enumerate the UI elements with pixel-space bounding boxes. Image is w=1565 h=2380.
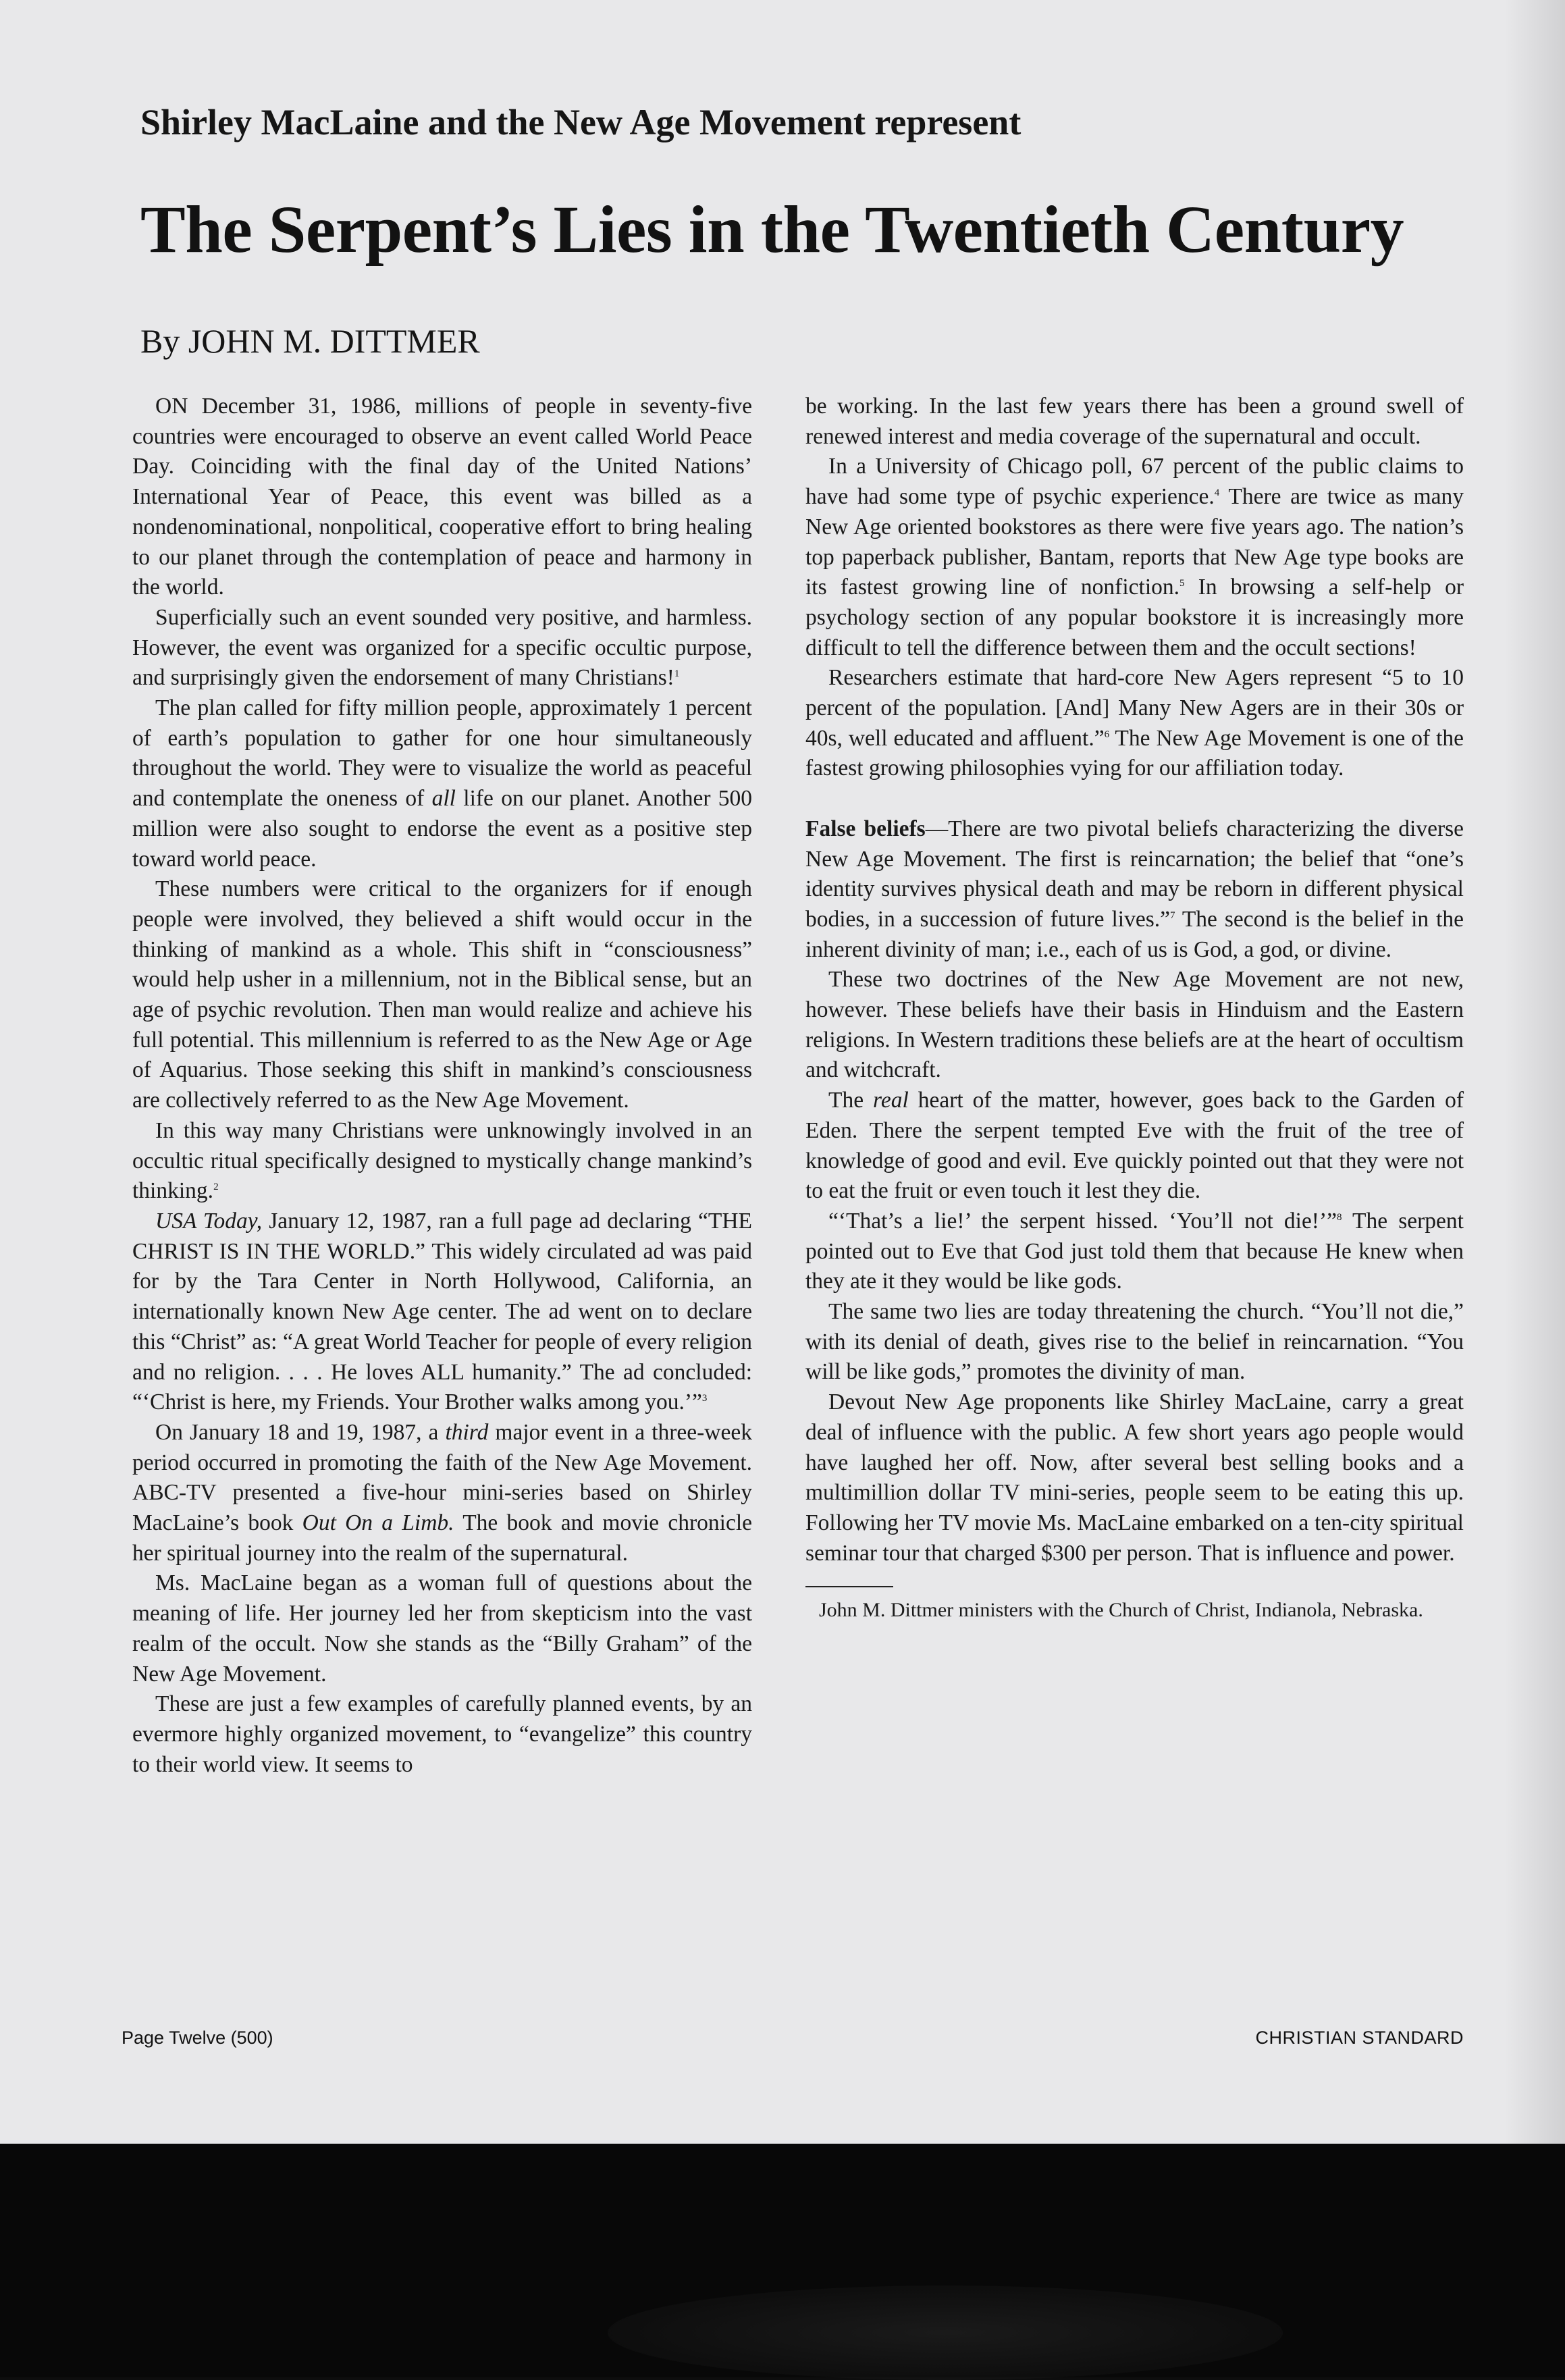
footnote-ref: 2: [213, 1182, 219, 1193]
footnote-ref: 8: [1337, 1211, 1342, 1223]
paragraph: In a University of Chicago poll, 67 percent of the public claims to have had some type of psychic experience.$^4$ There are twice as many New Age oriented bookstores as there were five years ago. The nation’s top paperback publisher, Bantam, reports that New Age type books are its fastest growing line of nonfiction.$^5$ In browsing a self-help or psychology section of any popular bookstore it is increasingly more difficult to tell the difference between them and the occult sections!: [805, 454, 1464, 660]
paragraph: be working. In the last few years there has been a ground swell of renewed interest and media coverage of the supernatural and occult.: [805, 394, 1464, 449]
paragraph: These are just a few examples of carefully planned events, by an evermore highly organized movement, to “evangelize” this country to their world view. It seems to: [132, 1691, 752, 1777]
paragraph: The plan called for fifty million people, approximately 1 percent of earth’s population to gather for one hour simultaneously throughout the world. They were to visualize the world as peaceful and contemplate the oneness of all life on our planet. Another 500 million were also sought to endorse the event as a positive step toward world peace.: [132, 695, 753, 872]
paragraph: Ms. MacLaine began as a woman full of questions about the meaning of life. Her journey led her from skepticism into the vast realm of the occult. Now she stands as the “Billy Graham” of the New Age Movement.: [132, 1570, 752, 1687]
paragraph: Devout New Age proponents like Shirley MacLaine, carry a great deal of influence with the public. A few short years ago people would have laughed her off. Now, after several best selling books and a multimillion dollar TV mini-series, people seem to be eating this up. Following her TV movie Ms. MacLaine embarked on a ten-city spiritual seminar tour that charged $300 per person. That is influence and power.: [805, 1390, 1464, 1566]
right-column: [805, 392, 1464, 1624]
footnote-ref: 6: [1104, 729, 1110, 740]
footnote-ref: 3: [701, 1393, 708, 1404]
paragraph: Researchers estimate that hard-core New Agers represent “5 to 10 percent of the population. [And] Many New Agers are in their 30s or 40s, well educated and affluent.”$^6$ The New Age Movement is one of the fastest growing philosophies vying for our affiliation today.: [805, 665, 1464, 781]
page-edge-shadow: [1504, 0, 1565, 2144]
article-kicker: Shirley MacLaine and the New Age Movement represent: [140, 102, 1022, 142]
paragraph: These numbers were critical to the organizers for if enough people were involved, they believed a shift would occur in the thinking of mankind as a whole. This shift in “consciousness” would help usher in a millennium, not in the Biblical sense, but an age of psychic revolution. Then man would realize and achieve his full potential. This millennium is referred to as the New Age or Age of Aquarius. Those seeking this shift in mankind’s consciousness are collectively referred to as the New Age Movement.: [132, 876, 752, 1113]
footnote-ref: 5: [1179, 578, 1185, 589]
paragraph: Superficially such an event sounded very positive, and harmless. However, the event was organized for a specific occultic purpose, and surprisingly given the endorsement of many Christians!$^1$: [132, 604, 752, 691]
paragraph: These two doctrines of the New Age Movement are not new, however. These beliefs have their basis in Hinduism and the Eastern religions. In Western traditions these beliefs are at the heart of occultism and witchcraft.: [805, 967, 1464, 1083]
paragraph: The real heart of the matter, however, goes back to the Garden of Eden. There the serpent tempted Eve with the fruit of the tree of knowledge of good and evil. Eve quickly pointed out that they were not to eat the fruit or even touch it lest they die.: [805, 1088, 1464, 1204]
footnote-ref: 1: [674, 668, 680, 680]
paragraph: USA Today, January 12, 1987, ran a full page ad declaring “THE CHRIST IS IN THE WORLD.” This widely circulated ad was paid for by the Tara Center in North Hollywood, California, an internationally known New Age center. The ad went on to declare this “Christ” as: “A great World Teacher for people of every religion and no religion. . . . He loves ALL humanity.” The ad concluded: “‘Christ is here, my Friends. Your Brother walks among you.’”$^3$: [132, 1208, 752, 1415]
section-lead-in: False beliefs: [805, 816, 926, 841]
article-title: The Serpent’s Lies in the Twentieth Century: [140, 192, 1404, 267]
bio-divider: [805, 1586, 893, 1587]
footnote-ref: 7: [1170, 909, 1175, 921]
left-column: [132, 392, 752, 1780]
section-paragraph: False beliefs—There are two pivotal beliefs characterizing the diverse New Age Movement. The first is reincarnation; the belief that “one’s identity survives physical death and may be reborn in different physical bodies, in a succession of future lives.”$^7$ The second is the belief in the inherent divinity of man; i.e., each of us is God, a god, or divine.: [805, 816, 1464, 962]
author-bio: John M. Dittmer ministers with the Church of Christ, Indianola, Nebraska.: [819, 1599, 1423, 1622]
article-byline: By JOHN M. DITTMER: [140, 322, 480, 360]
footnote-ref: 4: [1214, 487, 1220, 499]
paragraph: ON December 31, 1986, millions of people in seventy-five countries were encouraged to observe an event called World Peace Day. Coinciding with the final day of the United Nations’ International Year of Peace, this event was billed as a nondenominational, nonpolitical, cooperative effort to bring healing to our planet through the contemplation of peace and harmony in the world.: [132, 394, 752, 600]
section-gap: [805, 784, 1464, 814]
publication-name: CHRISTIAN STANDARD: [1255, 2028, 1464, 2048]
paragraph: “‘That’s a lie!’ the serpent hissed. ‘You’ll not die!’”$^8$ The serpent pointed out to Eve that God just told them that because He knew when they ate it they would be like gods.: [805, 1208, 1464, 1294]
paragraph: On January 18 and 19, 1987, a third major event in a three-week period occurred in promoting the faith of the New Age Movement. ABC-TV presented a five-hour mini-series based on Shirley MacLaine’s book Out On a Limb. The book and movie chronicle her spiritual journey into the realm of the supernatural.: [132, 1419, 752, 1566]
scan-glare: [608, 2285, 1283, 2380]
paragraph: The same two lies are today threatening the church. “You’ll not die,” with its denial of death, gives rise to the belief in reincarnation. “You will be like gods,” promotes the divinity of man.: [805, 1299, 1464, 1385]
paragraph: In this way many Christians were unknowingly involved in an occultic ritual specifically designed to mystically change mankind’s thinking.$^2$: [132, 1117, 752, 1204]
page-number: Page Twelve (500): [122, 2028, 273, 2048]
scan-background: [0, 2144, 1565, 2377]
